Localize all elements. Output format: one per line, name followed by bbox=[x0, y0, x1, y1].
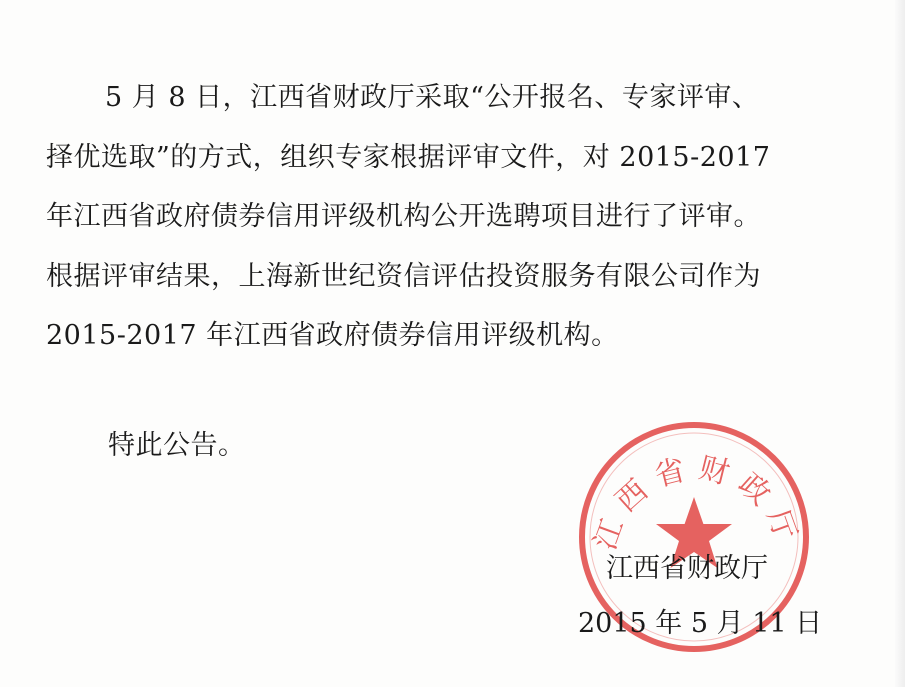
body-line-3: 年江西省政府债券信用评级机构公开选聘项目进行了评审。 bbox=[46, 201, 761, 232]
body-line-2: 择优选取”的方式，组织专家根据评审文件，对 2015-2017 bbox=[46, 142, 771, 173]
body-line-4: 根据评审结果，上海新世纪资信评估投资服务有限公司作为 bbox=[46, 261, 761, 292]
body-line-1: 5 月 8 日，江西省财政厅采取“公开报名、专家评审、 bbox=[105, 82, 760, 113]
signature-organization: 江西省财政厅 bbox=[606, 553, 768, 584]
signature-date: 2015 年 5 月 11 日 bbox=[578, 608, 823, 639]
seal-text: 江西省财政厅 bbox=[587, 450, 807, 555]
closing-remark: 特此公告。 bbox=[108, 430, 246, 461]
body-line-5: 2015-2017 年江西省政府债券信用评级机构。 bbox=[46, 320, 619, 351]
